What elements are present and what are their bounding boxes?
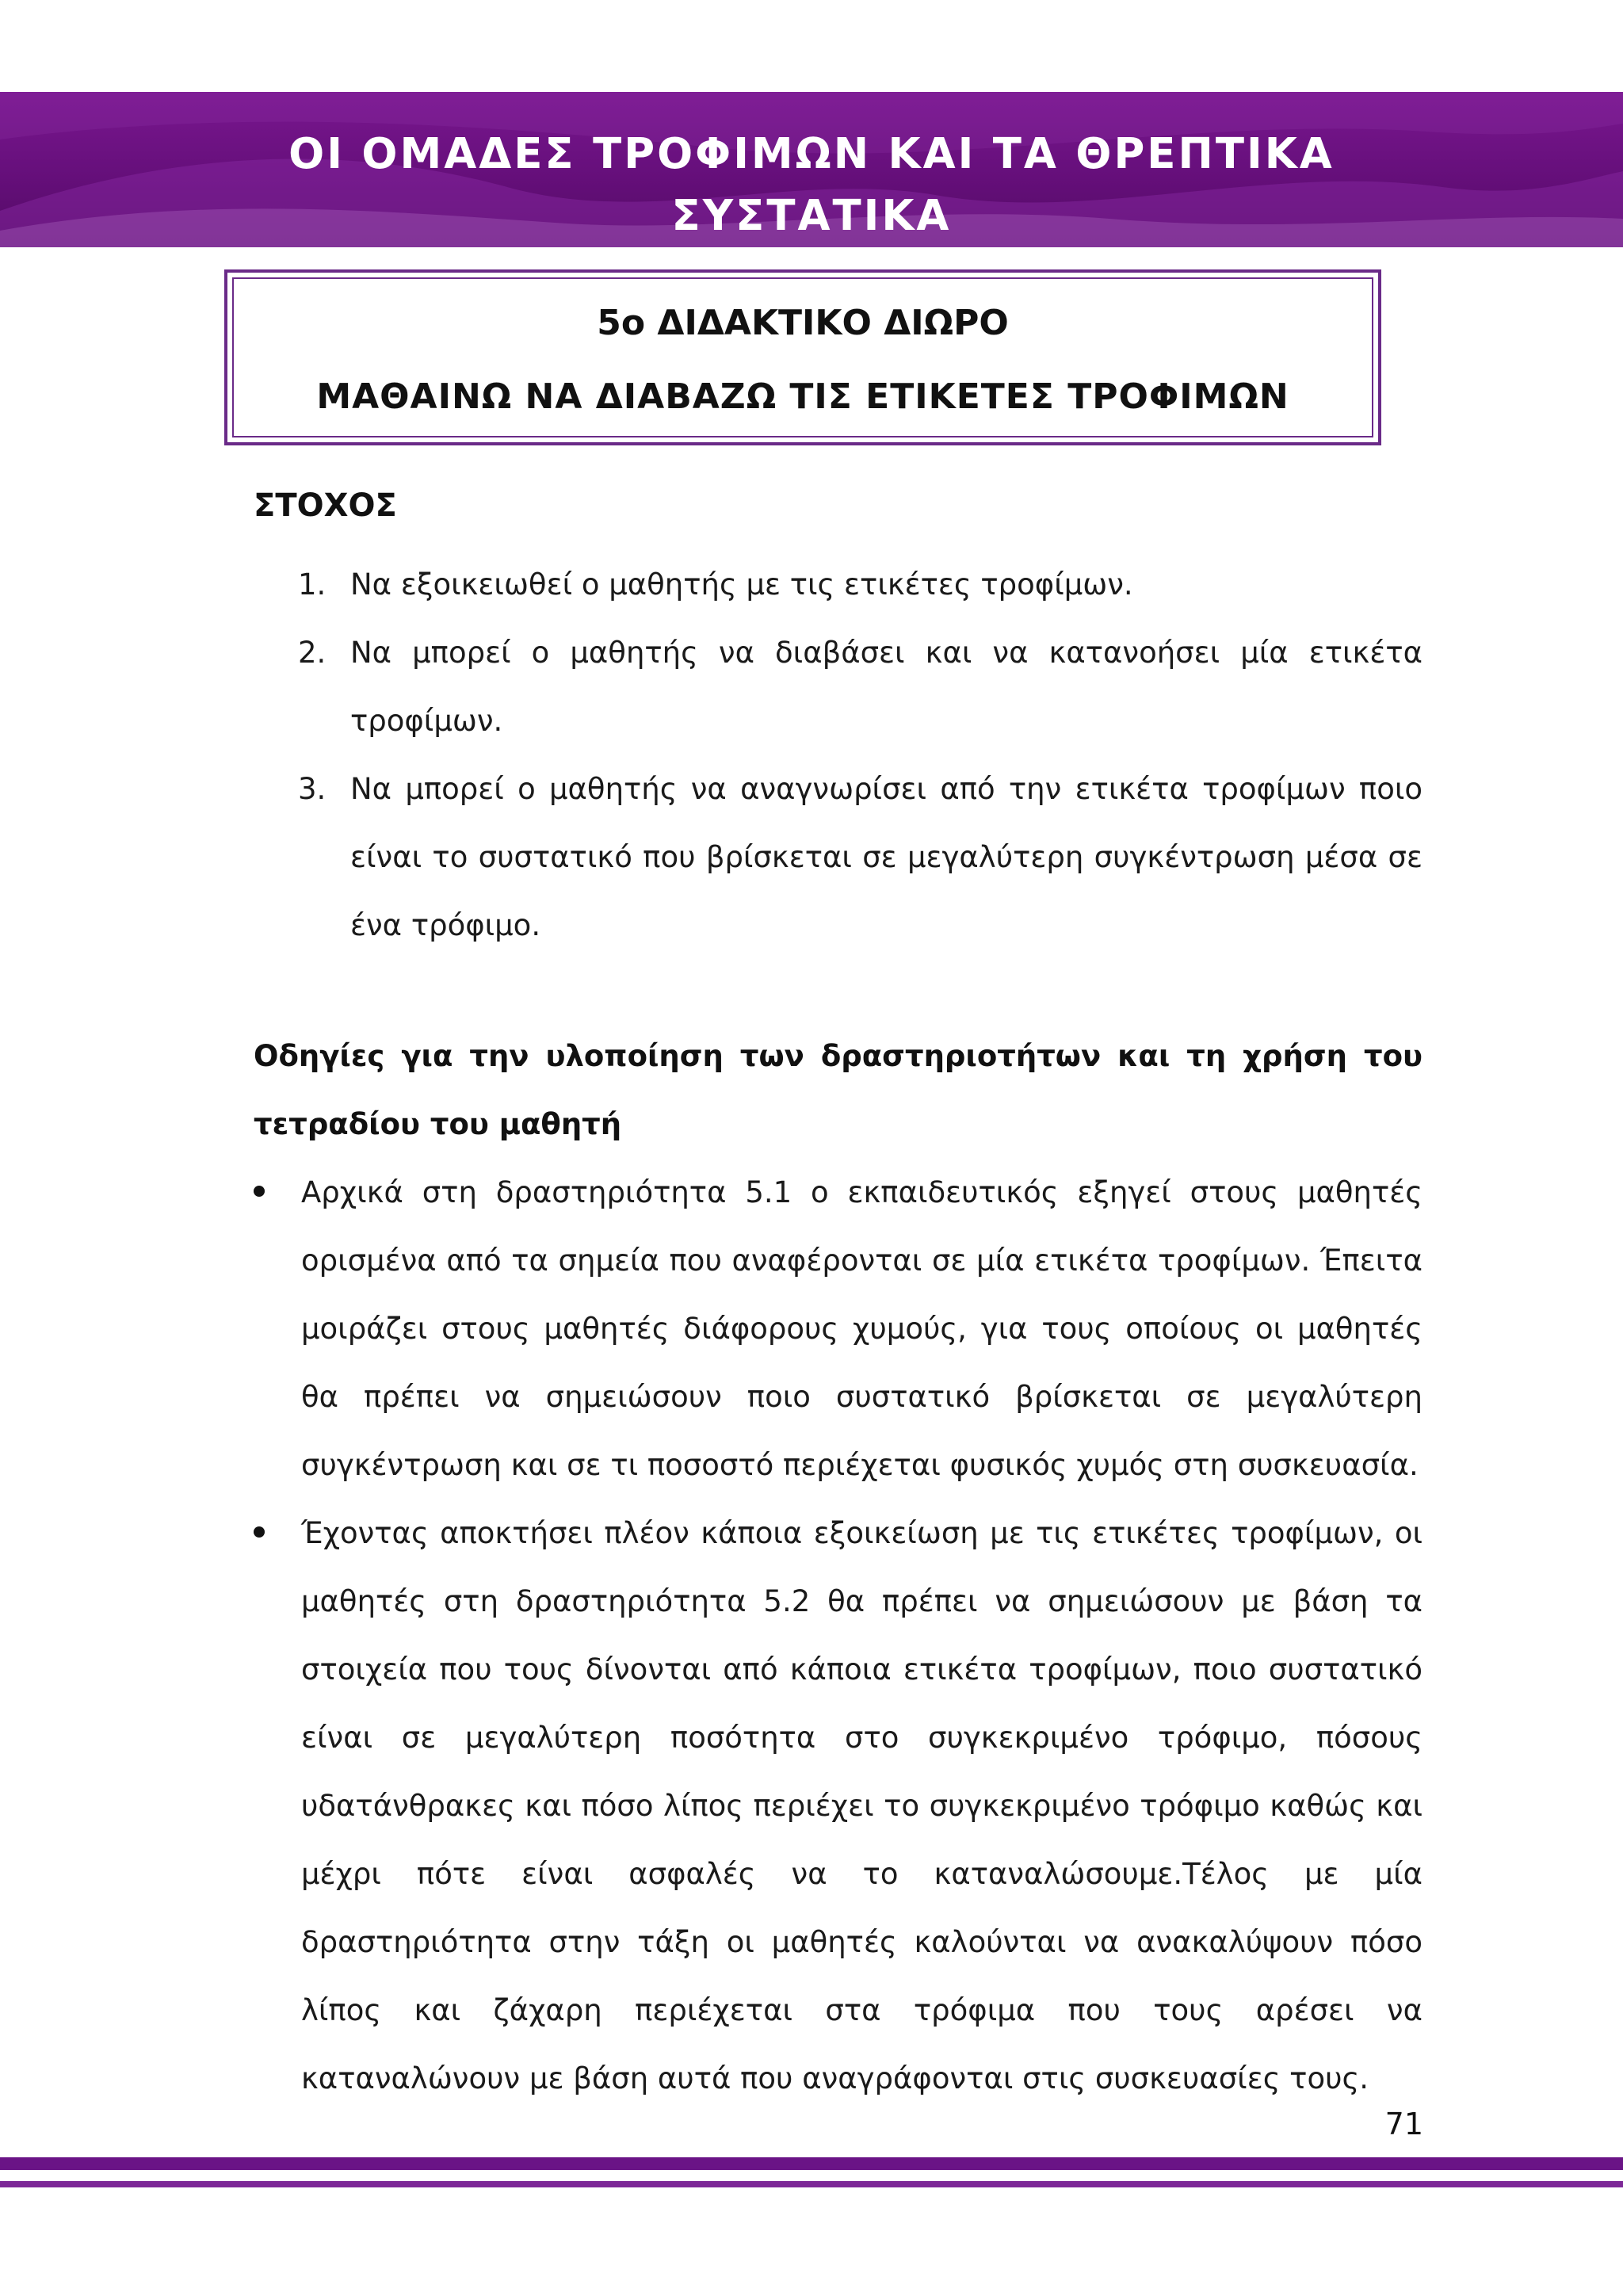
goal-number: 2. — [298, 636, 327, 670]
goal-text: Να εξοικειωθεί ο μαθητής με τις ετικέτες τροφίμων. — [350, 567, 1133, 602]
goal-item — [293, 619, 1423, 755]
page-title-line-1: ΟΙ ΟΜΑΔΕΣ ΤΡΟΦΙΜΩΝ ΚΑΙ ΤΑ ΘΡΕΠΤΙΚΑ — [288, 130, 1335, 178]
header-banner — [0, 92, 1623, 247]
lesson-title-box-inner — [232, 277, 1373, 437]
goals-heading: ΣΤΟΧΟΣ — [254, 487, 397, 524]
footer-bar-thin — [0, 2181, 1623, 2187]
goal-number: 3. — [298, 772, 327, 806]
instruction-text: Αρχικά στη δραστηριότητα 5.1 ο εκπαιδευτικός εξηγεί στους μαθητές ορισμένα από τα σημεία που αναφέρονται σε μία ετικέτα τροφίμων. Έπειτα μοιράζει στους μαθητές διάφορους χυμούς, για τους οποίους οι μαθητές θα πρέπει να σημειώσουν ποιο συστατικό βρίσκεται σε μεγαλύτερη συγκέντρωση και σε τι ποσοστό περιέχεται φυσικός χυμός στη συσκευασία. — [301, 1175, 1423, 1482]
goal-item — [293, 755, 1423, 960]
instructions-list — [254, 1159, 1423, 2113]
goals-list — [293, 551, 1423, 960]
instructions-heading: Οδηγίες για την υλοποίηση των δραστηριοτήτων και τη χρήση του τετραδίου του μαθητή — [254, 1039, 1423, 1141]
goal-item — [293, 551, 1423, 619]
page-title-line-2: ΣΥΣΤΑΤΙΚΑ — [671, 192, 952, 240]
lesson-title-box — [224, 269, 1381, 445]
goal-text: Να μπορεί ο μαθητής να αναγνωρίσει από την ετικέτα τροφίμων ποιο είναι το συστατικό που βρίσκεται σε μεγαλύτερη συγκέντρωση μέσα σε ένα τρόφιμο. — [350, 772, 1423, 942]
goal-text: Να μπορεί ο μαθητής να διαβάσει και να κατανοήσει μία ετικέτα τροφίμων. — [350, 636, 1423, 738]
lesson-number: 5ο ΔΙΔΑΚΤΙΚΟ ΔΙΩΡΟ — [597, 303, 1009, 343]
instruction-text: Έχοντας αποκτήσει πλέον κάποια εξοικείωση με τις ετικέτες τροφίμων, οι μαθητές στη δραστηριότητα 5.2 θα πρέπει να σημειώσουν με βάση τα στοιχεία που τους δίνονται από κάποια ετικέτα τροφίμων, ποιο συστατικό είναι σε μεγαλύτερη ποσότητα στο συγκεκριμένο τρόφιμο, πόσους υδατάνθρακες και πόσο λίπος περιέχει το συγκεκριμένο τρόφιμο καθώς και μέχρι πότε είναι ασφαλές να το καταναλώσουμε.Τέλος με μία δραστηριότητα στην τάξη οι μαθητές καλούνται να ανακαλύψουν πόσο λίπος και ζάχαρη περιέχεται στα τρόφιμα που τους αρέσει να καταναλώνουν με βάση αυτά που αναγράφονται στις συσκευασίες τους. — [301, 1516, 1423, 2095]
footer-bar — [0, 2157, 1623, 2170]
bullet-icon — [254, 1526, 265, 1538]
goal-number: 1. — [298, 567, 327, 602]
page-title — [0, 124, 1623, 247]
instruction-item — [254, 1159, 1423, 1499]
instruction-item — [254, 1499, 1423, 2113]
lesson-title: ΜΑΘΑΙΝΩ ΝΑ ΔΙΑΒΑΖΩ ΤΙΣ ΕΤΙΚΕΤΕΣ ΤΡΟΦΙΜΩΝ — [316, 376, 1289, 417]
page-number: 71 — [1384, 2107, 1423, 2141]
bullet-icon — [254, 1186, 265, 1197]
